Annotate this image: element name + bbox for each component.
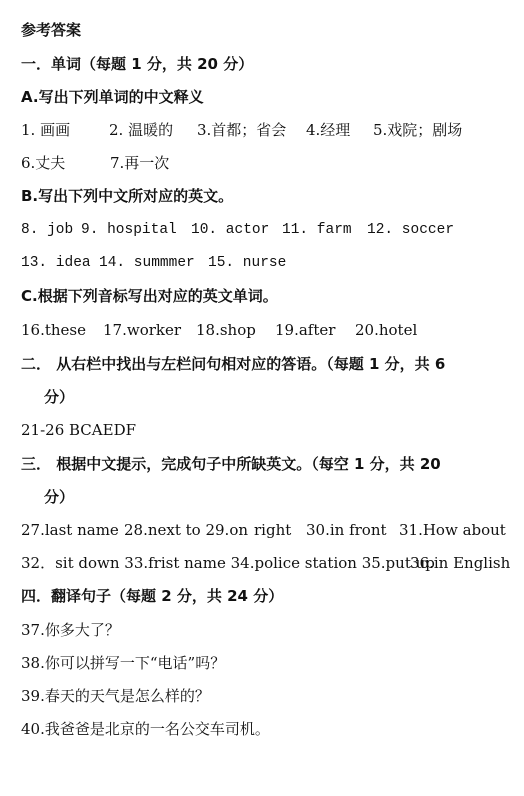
answer-item: 20.hotel xyxy=(355,321,418,339)
page-title: 参考答案 xyxy=(21,21,82,39)
section-4-item: 40.我爸爸是北京的一名公交车司机。 xyxy=(21,720,270,738)
answer-item: 6.丈夫 xyxy=(21,154,66,172)
answer-item: 4.经理 xyxy=(306,121,351,139)
answer-item: 18.shop xyxy=(196,321,256,339)
section-2-heading: 二． 从右栏中找出与左栏问句相对应的答语。（每题 1 分，共 6 xyxy=(21,355,446,373)
section-1c-heading: C.根据下列音标写出对应的英文单词。 xyxy=(21,287,278,305)
section-1a-heading: A.写出下列单词的中文释义 xyxy=(21,88,204,106)
section-4-item: 37.你多大了？ xyxy=(21,621,120,639)
section-1a-row-1 xyxy=(21,120,462,140)
section-1b-row-1 xyxy=(21,220,454,240)
section-4-item: 38.你可以拼写一下“电话”吗？ xyxy=(21,654,226,672)
section-1b-heading: B.写出下列中文所对应的英文。 xyxy=(21,187,234,205)
section-1-heading: 一．单词（每题 1 分，共 20 分） xyxy=(21,55,254,73)
answer-item: 11. farm xyxy=(282,222,352,238)
answer-item: 30.in front xyxy=(306,521,387,539)
answer-item: 12. soccer xyxy=(367,222,455,238)
answer-item: 13. idea xyxy=(21,255,91,271)
section-1c-row-1 xyxy=(21,320,417,340)
answer-item: 27.last name xyxy=(21,521,119,539)
answer-item: 28.next to 29.on xyxy=(124,521,249,539)
section-4-heading: 四．翻译句子（每题 2 分，共 24 分） xyxy=(21,587,284,605)
section-1a-row-2 xyxy=(21,153,169,173)
answer-item: 15. nurse xyxy=(208,255,287,271)
answer-item: 19.after xyxy=(275,321,336,339)
section-3-heading-cont: 分） xyxy=(44,488,75,506)
answer-item: 14. summmer xyxy=(99,255,195,271)
section-3-heading: 三． 根据中文提示，完成句子中所缺英文。（每空 1 分，共 20 xyxy=(21,455,441,473)
answer-item: right xyxy=(254,521,292,539)
answer-item: 3.首都；省会 xyxy=(197,121,287,139)
answer-item: 31.How about xyxy=(399,521,506,539)
answer-item: 5.戏院；剧场 xyxy=(373,121,463,139)
answer-item: 16.these xyxy=(21,321,86,339)
answer-item: 2. 温暖的 xyxy=(109,121,174,139)
answer-item: 8. job xyxy=(21,222,74,238)
answer-item: 9. hospital xyxy=(81,222,177,238)
answer-item: 7.再一次 xyxy=(110,154,170,172)
answer-item: 36.in English xyxy=(410,554,511,572)
section-4-item: 39.春天的天气是怎么样的？ xyxy=(21,687,210,705)
section-1b-row-2 xyxy=(21,253,286,273)
section-3-row-1 xyxy=(21,520,506,540)
section-3-row-2 xyxy=(21,553,510,573)
answer-item: 10. actor xyxy=(191,222,270,238)
answer-item: 32．sit down 33.frist name 34.police station 35.put up xyxy=(21,554,435,572)
answer-item: 17.worker xyxy=(103,321,182,339)
answer-item: 1. 画画 xyxy=(21,121,71,139)
section-2-answer: 21-26 BCAEDF xyxy=(21,421,137,439)
section-2-heading-cont: 分） xyxy=(44,388,75,406)
